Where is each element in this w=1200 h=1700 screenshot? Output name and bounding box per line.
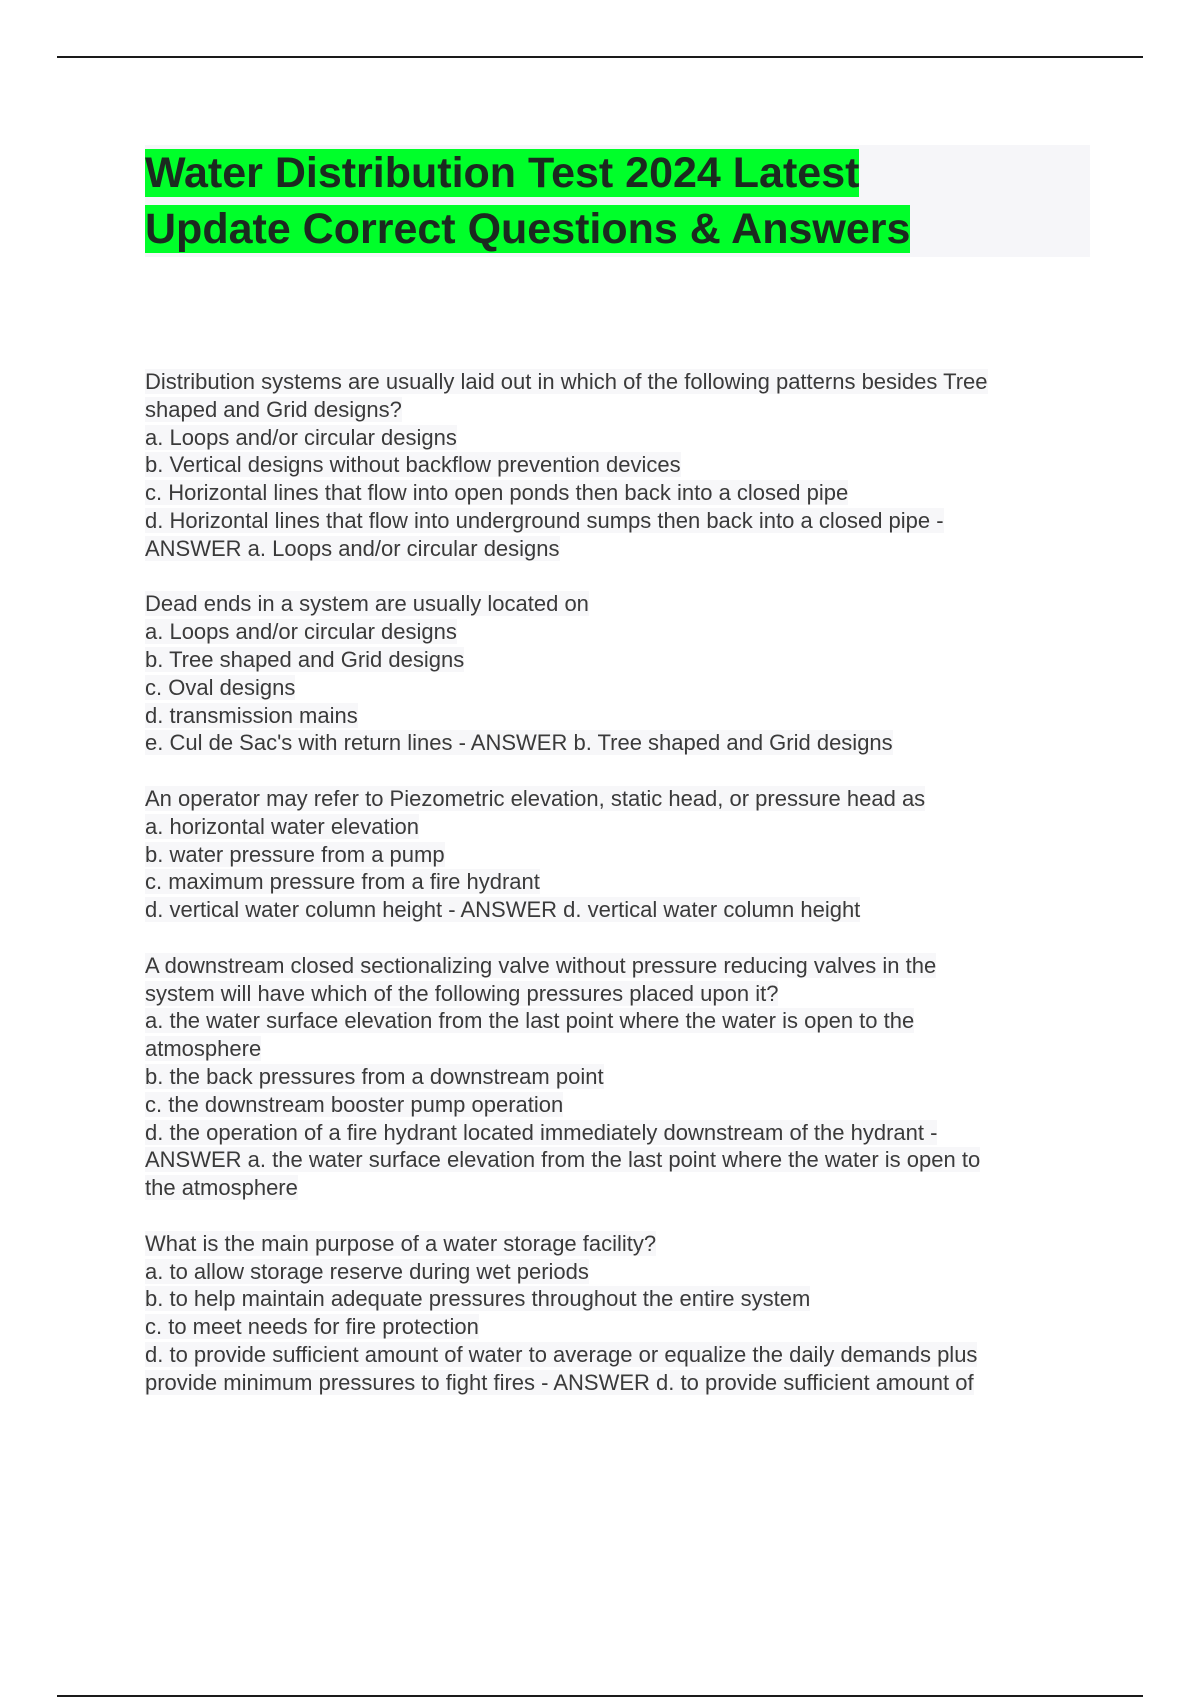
question-text-line: [145, 507, 1090, 535]
question-text-line: [145, 952, 1090, 980]
question-block: [145, 368, 1090, 563]
question-text: atmosphere: [145, 1036, 262, 1062]
question-text-line: [145, 1285, 1090, 1313]
question-text: b. water pressure from a pump: [145, 841, 445, 867]
question-text-line: [145, 535, 1090, 563]
question-text: b. the back pressures from a downstream point: [145, 1063, 604, 1089]
question-text: d. transmission mains: [145, 702, 358, 728]
question-text-line: [145, 896, 1090, 924]
question-text-line: [145, 618, 1090, 646]
question-text: ANSWER a. the water surface elevation from the last point where the water is open to: [145, 1147, 981, 1173]
question-text: the atmosphere: [145, 1175, 298, 1201]
question-text: system will have which of the following pressures placed upon it?: [145, 980, 779, 1006]
question-text: An operator may refer to Piezometric elevation, static head, or pressure head as: [145, 785, 926, 811]
question-text-line: [145, 396, 1090, 424]
question-text-line: [145, 590, 1090, 618]
question-text: b. Vertical designs without backflow prevention devices: [145, 452, 681, 478]
question-text-line: [145, 646, 1090, 674]
question-text: d. to provide sufficient amount of water to average or equalize the daily demands plus: [145, 1341, 978, 1367]
question-text-line: [145, 980, 1090, 1008]
question-text-line: [145, 1341, 1090, 1369]
question-text: provide minimum pressures to fight fires - ANSWER d. to provide sufficient amount of: [145, 1369, 974, 1395]
question-text-line: [145, 1063, 1090, 1091]
question-text: b. to help maintain adequate pressures throughout the entire system: [145, 1286, 811, 1312]
question-text: c. maximum pressure from a fire hydrant: [145, 869, 540, 895]
question-text: d. the operation of a fire hydrant located immediately downstream of the hydrant -: [145, 1119, 938, 1145]
question-text: Distribution systems are usually laid out in which of the following patterns besides Tree: [145, 369, 988, 394]
question-text-line: [145, 702, 1090, 730]
question-text: c. to meet needs for fire protection: [145, 1314, 479, 1340]
question-text: a. to allow storage reserve during wet periods: [145, 1258, 589, 1284]
question-text: d. vertical water column height - ANSWER d. vertical water column height: [145, 897, 861, 923]
question-text: d. Horizontal lines that flow into underground sumps then back into a closed pipe -: [145, 507, 944, 533]
question-text-line: [145, 813, 1090, 841]
question-text-line: [145, 841, 1090, 869]
question-block: [145, 1230, 1090, 1397]
question-text-line: [145, 729, 1090, 757]
question-text-line: [145, 1146, 1090, 1174]
question-text: e. Cul de Sac's with return lines - ANSWER b. Tree shaped and Grid designs: [145, 730, 893, 756]
question-text-line: [145, 1174, 1090, 1202]
question-text-line: [145, 785, 1090, 813]
question-block: [145, 785, 1090, 924]
page-title: [145, 145, 1090, 257]
question-text-line: [145, 868, 1090, 896]
question-text-line: [145, 368, 1090, 396]
question-text: a. Loops and/or circular designs: [145, 424, 457, 450]
question-block: [145, 952, 1090, 1202]
question-text-line: [145, 451, 1090, 479]
question-text-line: [145, 1007, 1090, 1035]
question-text: a. horizontal water elevation: [145, 813, 419, 839]
question-text: ANSWER a. Loops and/or circular designs: [145, 535, 560, 561]
question-text-line: [145, 1258, 1090, 1286]
question-text-line: [145, 1119, 1090, 1147]
bottom-rule: [57, 1695, 1143, 1697]
question-text: A downstream closed sectionalizing valve without pressure reducing valves in the: [145, 952, 937, 978]
question-text: b. Tree shaped and Grid designs: [145, 646, 465, 672]
question-text: What is the main purpose of a water storage facility?: [145, 1230, 657, 1256]
question-block: [145, 590, 1090, 757]
questions-list: [145, 368, 1090, 1424]
question-text: c. Oval designs: [145, 674, 296, 700]
question-text: Dead ends in a system are usually located on: [145, 591, 589, 617]
question-text-line: [145, 1369, 1090, 1397]
top-rule: [57, 56, 1143, 58]
question-text: c. the downstream booster pump operation: [145, 1091, 564, 1117]
question-text-line: [145, 1035, 1090, 1063]
question-text: c. Horizontal lines that flow into open ponds then back into a closed pipe: [145, 480, 849, 506]
question-text: shaped and Grid designs?: [145, 396, 402, 422]
title-line-2: Update Correct Questions & Answers: [145, 205, 911, 253]
question-text: a. Loops and/or circular designs: [145, 619, 457, 645]
question-text-line: [145, 479, 1090, 507]
question-text-line: [145, 674, 1090, 702]
question-text-line: [145, 1230, 1090, 1258]
title-line-1: Water Distribution Test 2024 Latest: [145, 149, 860, 197]
question-text-line: [145, 1313, 1090, 1341]
question-text-line: [145, 1091, 1090, 1119]
question-text: a. the water surface elevation from the last point where the water is open to the: [145, 1008, 915, 1034]
question-text-line: [145, 424, 1090, 452]
title-block: [145, 145, 1090, 257]
